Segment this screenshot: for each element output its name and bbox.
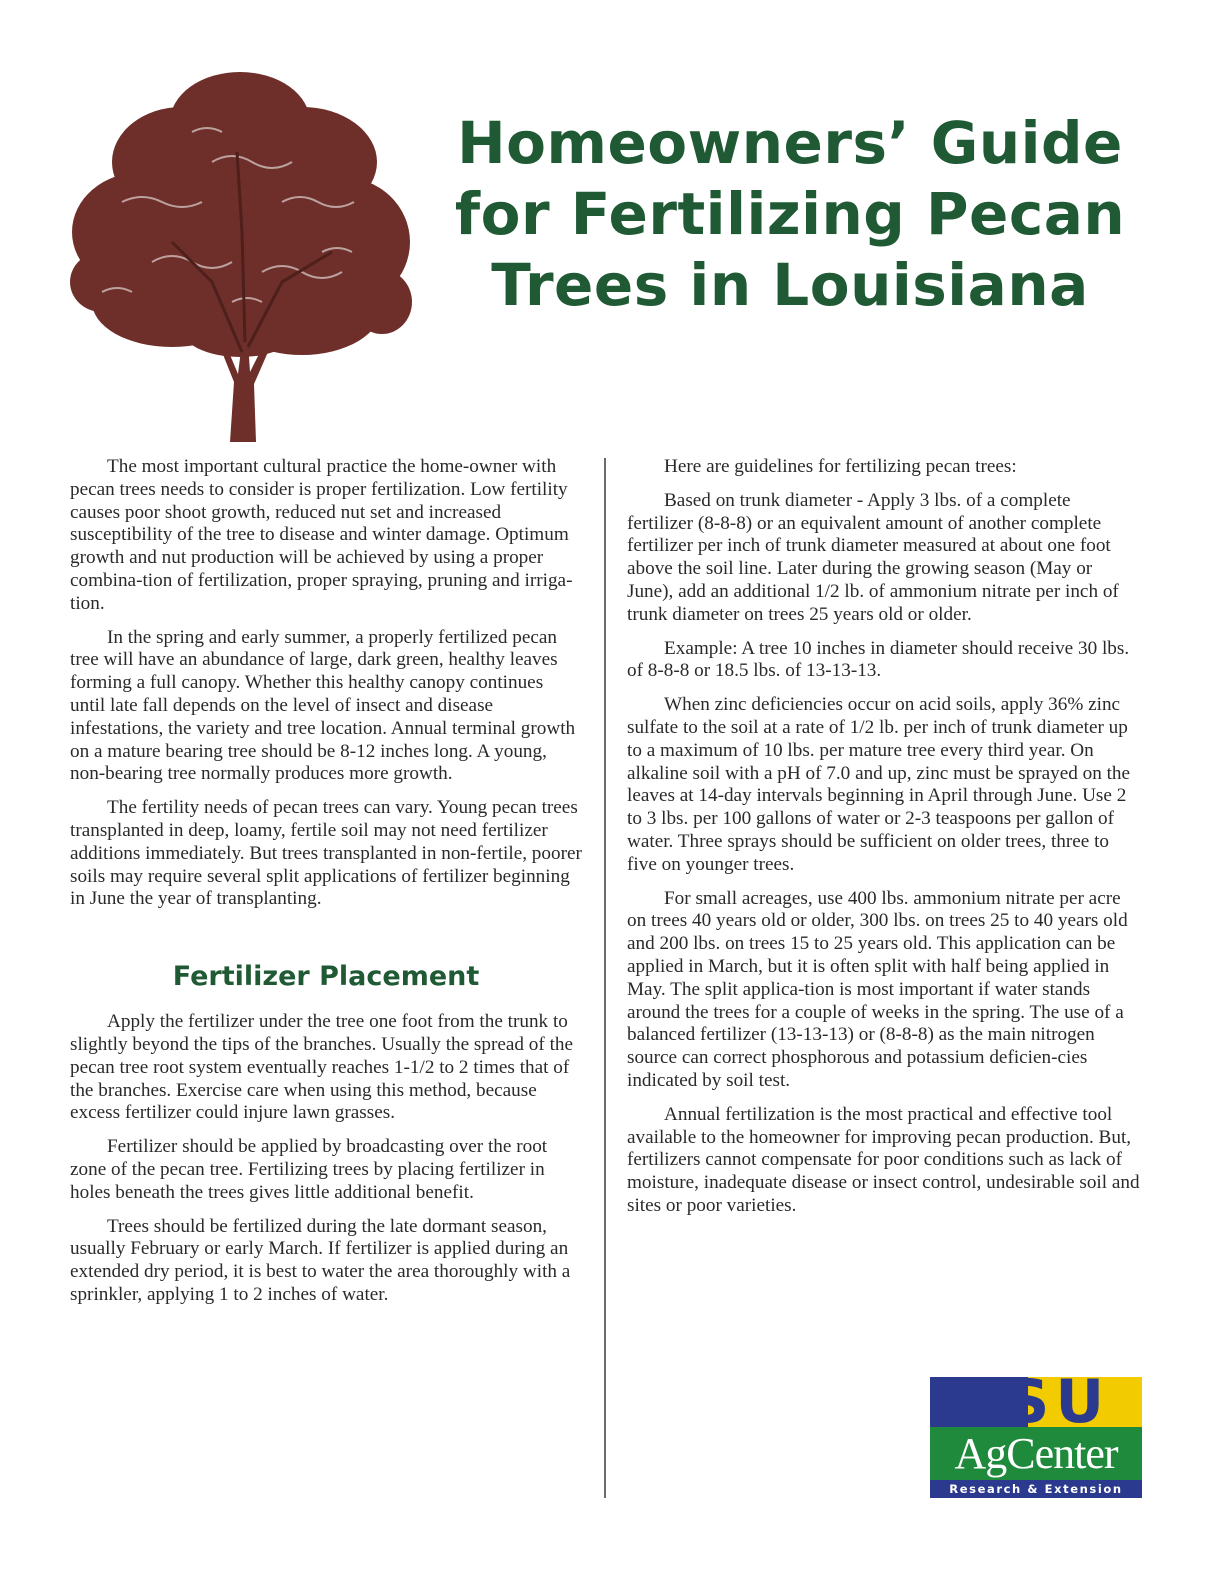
column-divider [604, 458, 606, 1498]
title-line-2: for Fertilizing Pecan [454, 180, 1126, 248]
logo-lsu-text: LSU [961, 1377, 1111, 1427]
logo-green-band [930, 1427, 1142, 1480]
body-paragraph: Annual fertilization is the most practical and effective tool available to the homeowner for improving pecan production. But, fertilizers cannot compensate for poor conditions such as lack of moisture, inadequate disease or insect control, undesirable soil and sites or poor varieties. [627, 1103, 1140, 1216]
section-heading: Fertilizer Placement [172, 961, 480, 993]
body-paragraph: Apply the fertilizer under the tree one foot from the trunk to slightly beyond the tips of the branches. Usually the spread of the pecan tree root system eventually reaches 1-1/2 to 2 times that of the branches. Exercise care when using this method, because excess fertilizer could injure lawn grasses. [70, 1011, 574, 1124]
title-line-3: Trees in Louisiana [491, 251, 1089, 319]
pecan-tree-illustration-icon [62, 52, 417, 442]
logo-agcenter-text: AgCenter [954, 1429, 1118, 1478]
body-paragraph: The most important cultural practice the home-owner with pecan trees needs to consider is proper fertilization. Low fertility causes poor shoot growth, reduced nut set and increased susceptibility of the tree to disease and winter damage. Optimum growth and nut production will be achieved by using a proper combina-tion of fertilization, proper spraying, pruning and irriga-tion. [70, 456, 573, 614]
body-paragraph: Here are guidelines for fertilizing pecan trees: [664, 456, 1017, 477]
body-paragraph: The fertility needs of pecan trees can vary. Young pecan trees transplanted in deep, loamy, fertile soil may not need fertilizer additions immediately. But trees transplanted in non-fertile, poorer soils may require several split applications of fertilizer beginning in June the year of transplanting. [70, 797, 582, 910]
lsu-agcenter-logo [930, 1377, 1142, 1498]
body-paragraph: Example: A tree 10 inches in diameter should receive 30 lbs. of 8-8-8 or 18.5 lbs. of 13-13-13. [627, 637, 1130, 682]
left-column [70, 456, 582, 1318]
body-paragraph: When zinc deficiencies occur on acid soils, apply 36% zinc sulfate to the soil at a rate of 1/2 lb. per inch of trunk diameter up to a maximum of 10 lbs. per mature tree every third year. On alkaline soil with a pH of 7.0 and up, zinc must be sprayed on the leaves at 14-day intervals beginning in April through June. Use 2 to 3 lbs. per 100 gallons of water or 2-3 teaspoons per gallon of water. Three sprays should be sufficient on older trees, three to five on younger trees. [627, 694, 1131, 875]
logo-bottom-band [930, 1480, 1142, 1498]
page-title [430, 108, 1150, 321]
body-paragraph: In the spring and early summer, a properly fertilized pecan tree will have an abundance of large, dark green, healthy leaves forming a full canopy. Whether this healthy canopy continues until late fall depends on the level of insect and disease infestations, the variety and tree location. Annual terminal growth on a mature bearing tree should be 8-12 inches long. A young, non-bearing tree normally produces more growth. [70, 626, 576, 785]
body-paragraph: For small acreages, use 400 lbs. ammonium nitrate per acre on trees 40 years old or older, 300 lbs. on trees 25 to 40 years old and 200 lbs. on trees 15 to 25 years old. This application can be applied in March, but it is often split with half being applied in May. The split applica-tion is most important if water stands around the trees for a couple of weeks in the spring. The use of a balanced fertilizer (13-13-13) or (8-8-8) as the main nitrogen source can correct phosphorous and potassium deficien-cies indicated by soil test. [627, 887, 1128, 1091]
body-paragraph: Trees should be fertilized during the late dormant season, usually February or early March. If fertilizer is applied during an extended dry period, it is best to water the area thoroughly with a sprinkler, applying 1 to 2 inches of water. [70, 1215, 571, 1305]
body-paragraph: Based on trunk diameter - Apply 3 lbs. of a complete fertilizer (8-8-8) or an equivalent amount of another complete fertilizer per inch of trunk diameter measured at about one foot above the soil line. Later during the growing season (May or June), add an additional 1/2 lb. of ammonium nitrate per inch of trunk diameter on trees 25 years old or older. [627, 489, 1119, 625]
logo-subtitle: Research & Extension [949, 1482, 1123, 1496]
logo-top-band [930, 1377, 1142, 1427]
body-paragraph: Fertilizer should be applied by broadcasting over the root zone of the pecan tree. Fertilizing trees by placing fertilizer in holes beneath the trees gives little additional benefit. [70, 1136, 548, 1203]
title-line-1: Homeowners’ Guide [457, 109, 1123, 177]
right-column [627, 456, 1141, 1229]
